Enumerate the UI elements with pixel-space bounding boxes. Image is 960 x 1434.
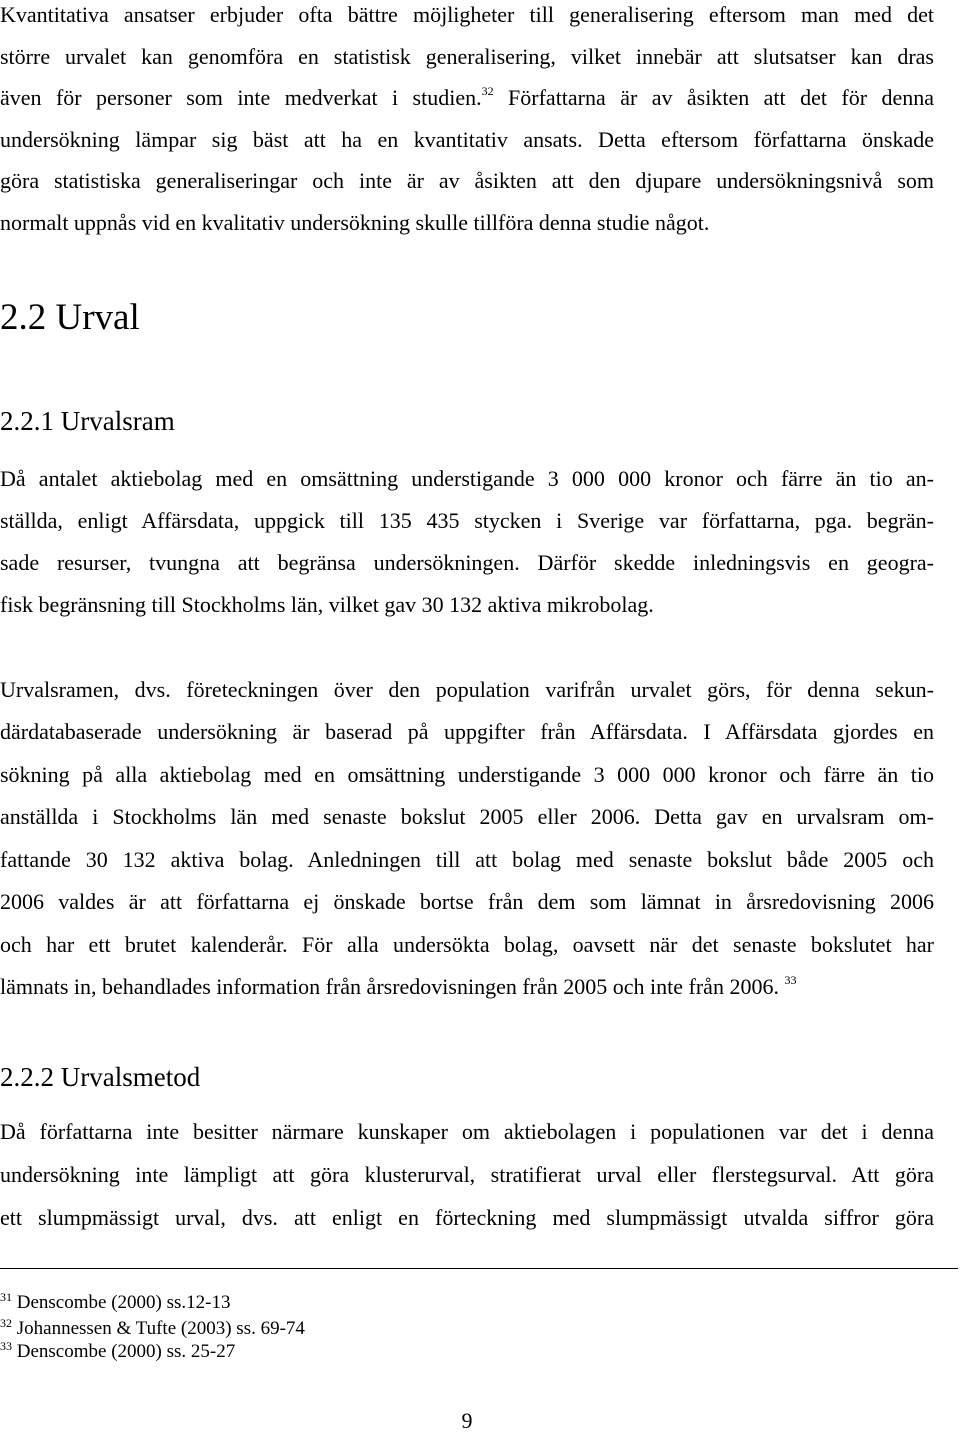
footnote-ref: 33: [784, 973, 797, 987]
body-text-line: Urvalsramen, dvs. företeckningen över den population varifrån urvalet görs, för denna sekun-: [0, 677, 934, 702]
body-text-line: ställda, enligt Affärsdata, uppgick till 135 435 stycken i Sverige var författarna, pga. begrän-: [0, 508, 934, 533]
subsection-heading: 2.2.2 Urvalsmetod: [0, 1062, 201, 1092]
text-span: Författarna är av åsikten att det för denna: [493, 85, 934, 110]
body-text-line: undersökning inte lämpligt att göra klusterurval, stratifierat urval eller flerstegsurval. Att göra: [0, 1162, 934, 1187]
footnote-number: 32: [0, 1316, 12, 1330]
body-text-line: fisk begränsning till Stockholms län, vilket gav 30 132 aktiva mikrobolag.: [0, 592, 654, 617]
body-text-line: Då antalet aktiebolag med en omsättning understigande 3 000 000 kronor och färre än tio an-: [0, 466, 934, 491]
footnote-number: 33: [0, 1339, 12, 1353]
footnote-text: Denscombe (2000) ss. 25-27: [16, 1341, 236, 1362]
body-text-line: normalt uppnås vid en kvalitativ undersökning skulle tillföra denna studie något.: [0, 210, 710, 235]
footnote-separator: [0, 1268, 958, 1269]
subsection-heading: 2.2.1 Urvalsram: [0, 406, 175, 436]
body-text-line: anställda i Stockholms län med senaste bokslut 2005 eller 2006. Detta gav en urvalsram om-: [0, 804, 934, 829]
body-text-line: sade resurser, tvungna att begränsa undersökningen. Därför skedde inledningsvis en geogra-: [0, 550, 934, 575]
body-text-line: fattande 30 132 aktiva bolag. Anledningen till att bolag med senaste bokslut både 2005 och: [0, 847, 934, 872]
body-text-line: göra statistiska generaliseringar och inte är av åsikten att den djupare undersökningsnivå som: [0, 168, 934, 193]
footnote-text: Denscombe (2000) ss.12-13: [16, 1292, 231, 1313]
body-text-line: [0, 972, 934, 1002]
footnote: [0, 1292, 230, 1314]
body-text-line: [0, 83, 934, 113]
body-text-line: ett slumpmässigt urval, dvs. att enligt en förteckning med slumpmässigt utvalda siffror göra: [0, 1205, 934, 1230]
text-span: lämnats in, behandlades information från årsredovisningen från 2005 och inte från 2006.: [0, 974, 779, 999]
section-heading: 2.2 Urval: [0, 297, 140, 338]
page-number: 9: [461, 1408, 473, 1433]
body-text-line: sökning på alla aktiebolag med en omsättning understigande 3 000 000 kronor och färre än tio: [0, 762, 934, 787]
footnote: [0, 1318, 305, 1340]
body-text-line: 2006 valdes är att författarna ej önskade bortse från dem som lämnat in årsredovisning 2006: [0, 889, 934, 914]
text-span: även för personer som inte medverkat i studien.: [0, 85, 482, 110]
footnote: [0, 1341, 235, 1363]
footnote-ref: 32: [481, 84, 494, 98]
body-text-line: och har ett brutet kalenderår. För alla undersökta bolag, oavsett när det senaste bokslutet har: [0, 932, 934, 957]
body-text-line: därdatabaserade undersökning är baserad på uppgifter från Affärsdata. I Affärsdata gjordes en: [0, 719, 934, 744]
body-text-line: Då författarna inte besitter närmare kunskaper om aktiebolagen i populationen var det i denna: [0, 1119, 934, 1144]
body-text-line: större urvalet kan genomföra en statistisk generalisering, vilket innebär att slutsatser kan dras: [0, 44, 934, 69]
body-text-line: Kvantitativa ansatser erbjuder ofta bättre möjligheter till generalisering eftersom man med det: [0, 2, 934, 27]
footnote-text: Johannessen & Tufte (2003) ss. 69-74: [16, 1318, 305, 1339]
body-text-line: undersökning lämpar sig bäst att ha en kvantitativ ansats. Detta eftersom författarna önskade: [0, 127, 934, 152]
footnote-number: 31: [0, 1290, 12, 1304]
